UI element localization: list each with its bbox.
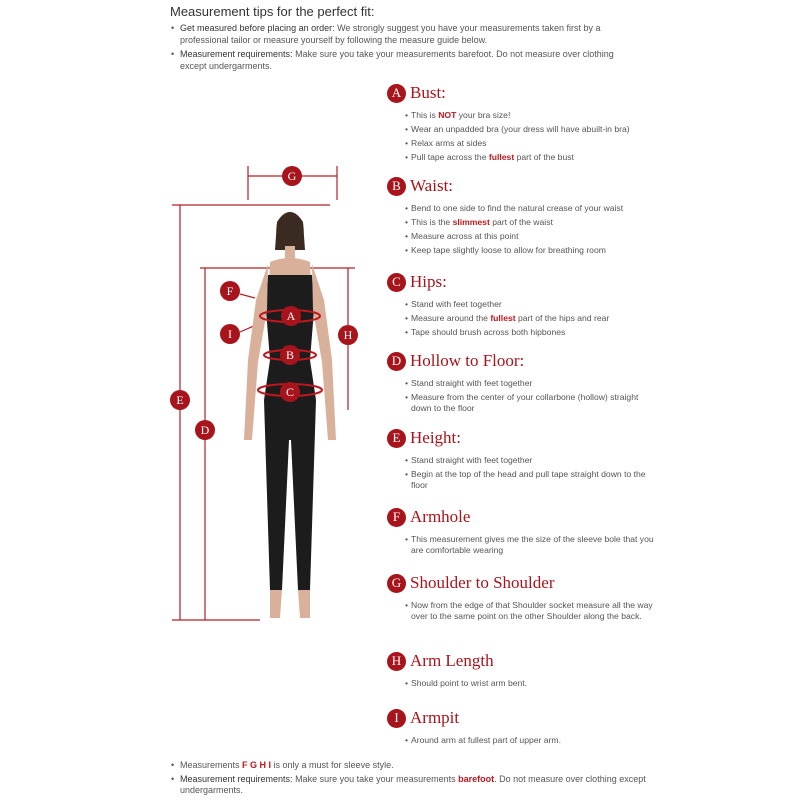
bullet-item: [405, 299, 657, 310]
bullet-text: part of the hips and rear: [515, 313, 610, 323]
bullet-item: [405, 110, 657, 121]
label-C: C: [285, 385, 295, 399]
bullet-text: Bend to one side to find the natural crease of your waist: [411, 203, 624, 213]
letter-badge: A: [387, 84, 406, 103]
intro: [170, 4, 640, 75]
bullet-text: Begin at the top of the head and pull tape straight down to the floor: [411, 469, 646, 490]
bullet-text: Measure from the center of your collarbone (hollow) straight down to the floor: [411, 392, 639, 413]
letter-badge: C: [387, 273, 406, 292]
label-I: I: [228, 327, 232, 341]
footer-label: Measurement requirements:: [180, 773, 293, 784]
bullet-item: [405, 217, 657, 228]
footer-highlight: barefoot: [458, 773, 495, 784]
bullet-item: [405, 313, 657, 324]
bullet-text: Measure around the: [411, 313, 491, 323]
bullet-text: Measure across at this point: [411, 231, 519, 241]
measurement-figure: [160, 150, 370, 630]
bullet-text: Now from the edge of that Shoulder socket measure all the way over to the same point on the other Shoulder along the back.: [411, 600, 653, 621]
intro-tip: [170, 23, 640, 46]
section-title: Armpit: [410, 708, 460, 727]
bullet-list: [387, 600, 657, 621]
intro-tip: [170, 49, 640, 72]
footer-letters: F G H I: [242, 760, 272, 770]
section-title: Waist:: [410, 176, 454, 195]
section-title: Armhole: [410, 507, 471, 526]
label-G: G: [287, 169, 297, 183]
bullet-item: [405, 534, 657, 555]
tip-text: Make sure you take your measurements barefoot. Do not measure over clothing except undergarments.: [180, 49, 614, 71]
footer-note: [170, 774, 650, 797]
bullet-highlight: NOT: [438, 110, 457, 120]
label-A: A: [286, 309, 296, 323]
body-diagram: [160, 150, 370, 630]
tip-text: We strongly suggest you have your measurements taken first by a professional tailor or measure yourself by following the measure guide below.: [180, 23, 601, 45]
letter-badge: F: [387, 508, 406, 527]
bullet-item: [405, 231, 657, 242]
section-title: Hollow to Floor:: [410, 351, 525, 370]
bullet-text: This is the: [411, 217, 453, 227]
section-arm-length: [387, 649, 657, 692]
letter-badge: H: [387, 652, 406, 671]
bullet-text: part of the bust: [514, 152, 574, 162]
section-hips: [387, 270, 657, 341]
bullet-item: [405, 138, 657, 149]
bullet-list: [387, 455, 657, 490]
section-waist: [387, 174, 657, 259]
bullet-item: [405, 455, 657, 466]
bullet-text: Stand straight with feet together: [411, 378, 533, 388]
section-shoulder-to-shoulder: [387, 571, 657, 625]
section-armpit: [387, 706, 657, 749]
letter-badge: B: [387, 177, 406, 196]
footer-text: is only a must for sleeve style.: [271, 760, 394, 770]
label-H: H: [343, 328, 353, 342]
section-hollow-to-floor: [387, 349, 657, 417]
letter-badge: E: [387, 429, 406, 448]
label-E: E: [176, 393, 184, 407]
bullet-item: [405, 600, 657, 621]
bullet-highlight: fullest: [490, 313, 516, 323]
bullet-text: Stand straight with feet together: [411, 455, 533, 465]
bullet-text: Pull tape across the: [411, 152, 489, 162]
section-title: Shoulder to Shoulder: [410, 573, 555, 592]
bullet-text: Around arm at fullest part of upper arm.: [411, 735, 561, 745]
section-title: Hips:: [410, 272, 447, 291]
bullet-list: [387, 678, 657, 689]
bullet-highlight: slimmest: [452, 217, 490, 227]
bullet-list: [387, 203, 657, 256]
bullet-text: Keep tape slightly loose to allow for breathing room: [411, 245, 606, 255]
label-D: D: [200, 423, 210, 437]
bullet-text: Tape should brush across both hipbones: [411, 327, 566, 337]
footer-text: . Do not measure over clothing except undergarments.: [180, 773, 646, 795]
section-title: Bust:: [410, 83, 446, 102]
label-B: B: [285, 348, 295, 362]
bullet-text: Stand with feet together: [411, 299, 502, 309]
bullet-item: [405, 678, 657, 689]
bullet-list: [387, 735, 657, 746]
bullet-text: Should point to wrist arm bent.: [411, 678, 528, 688]
label-F: F: [226, 284, 234, 298]
footer-text: Measurements: [180, 760, 243, 770]
bullet-text: Wear an unpadded bra (your dress will have abuilt-in bra): [411, 124, 630, 134]
bullet-item: [405, 124, 657, 135]
section-bust: [387, 81, 657, 166]
bullet-text: part of the waist: [489, 217, 553, 227]
bullet-item: [405, 327, 657, 338]
bullet-list: [387, 299, 657, 338]
footer-text: Make sure you take your measurements: [292, 773, 459, 784]
bullet-list: [387, 534, 657, 555]
section-height: [387, 426, 657, 494]
intro-title: Measurement tips for the perfect fit:: [170, 4, 375, 19]
bullet-highlight: fullest: [488, 152, 515, 162]
bullet-item: [405, 469, 657, 490]
section-armhole: [387, 505, 657, 559]
bullet-text: Relax arms at sides: [411, 138, 487, 148]
bullet-list: [387, 378, 657, 413]
bullet-text: This is: [411, 110, 439, 120]
bullet-text: your bra size!: [456, 110, 511, 120]
section-title: Height:: [410, 428, 461, 447]
letter-badge: G: [387, 574, 406, 593]
bullet-item: [405, 392, 657, 413]
bullet-text: This measurement gives me the size of the sleeve bole that you are comfortable wearing: [411, 534, 654, 555]
tip-label: Get measured before placing an order:: [180, 23, 335, 33]
letter-badge: I: [387, 709, 406, 728]
bullet-item: [405, 245, 657, 256]
footer-notes: [170, 760, 650, 799]
tip-label: Measurement requirements:: [180, 49, 293, 59]
bullet-item: [405, 152, 657, 163]
bullet-item: [405, 203, 657, 214]
section-title: Arm Length: [410, 651, 494, 670]
bullet-list: [387, 110, 657, 163]
letter-badge: D: [387, 352, 406, 371]
footer-note: [170, 760, 650, 772]
bullet-item: [405, 378, 657, 389]
bullet-item: [405, 735, 657, 746]
